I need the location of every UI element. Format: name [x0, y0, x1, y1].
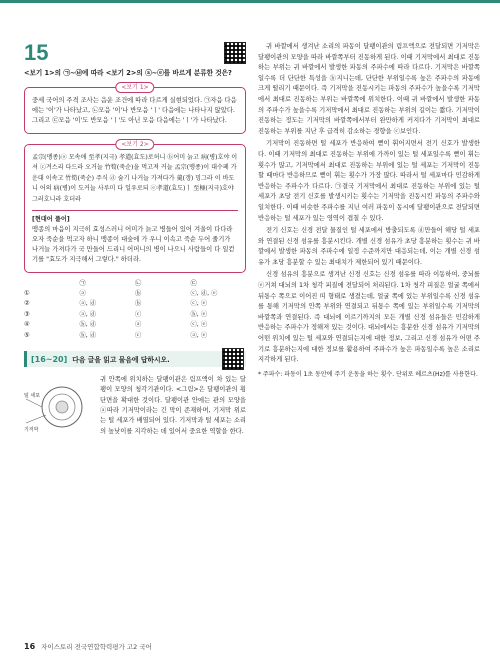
choice-row[interactable]	[24, 289, 246, 299]
basilar-membrane-label: 기저막	[24, 427, 39, 434]
choice-b: ⓒ	[135, 331, 142, 339]
choice-b: ⓒ	[135, 310, 142, 318]
question-prompt: <보기 1>의 ㉠~㉥에 따라 <보기 2>의 ⓐ~ⓔ를 바르게 분류한 것은?	[24, 69, 232, 77]
section-range: [16~20]	[31, 354, 68, 364]
choice-c: ⓑ, ⓔ	[190, 310, 208, 318]
choice-number[interactable]: ③	[24, 310, 30, 318]
choice-b: ⓐ	[135, 321, 142, 329]
passage-left	[24, 375, 246, 437]
section-header	[24, 351, 246, 367]
choice-number[interactable]: ④	[24, 321, 30, 329]
section-instruction: 다음 글을 읽고 물음에 답하시오.	[72, 356, 170, 365]
answer-choices	[24, 279, 246, 341]
choice-number[interactable]: ②	[24, 300, 30, 308]
translation-text: 맹종의 마음이 지극히 효성스러니 어미가 늙고 병들어 있어 겨울이 다다라 오자 죽순을 먹고자 하니 맹종이 대숲에 가 우니 이속고 죽순 두어 줄기가 나거늘 가져다가 국 만들어 드리니 어머니의 병이 나으니 사람들이 다 일컫기를 "효도가 지극해서 그렇다." 하더라.	[32, 225, 235, 264]
example-box-1-text: 중세 국어의 주격 조사는 음운 조건에 따라 다르게 실현되었다. ㉠자음 다음에는 '이'가 나타났고, ㉡모음 '이'나 반모음 'ㅣ' 다음에는 나타나지 않았다. 그리고 ㉢모음 '이'도 반모음 'ㅣ'도 아닌 모음 다음에는 'ㅣ'가 나타났다.	[32, 97, 237, 125]
choice-a: ⓐ, ⓓ	[79, 300, 97, 308]
choice-row[interactable]	[24, 299, 246, 309]
passage-paragraph: 귀 바깥에서 생겨난 소리의 파동이 달팽이관의 림프액으로 전달되면 기저막은 달팽이관의 모양을 따라 바깥쪽부터 진동하게 된다. 이때 기저막에서 최대로 진동하는 부위는 귀 바깥에서 발생한 파동의 주파수에 따라 다르다. 기저막은 바깥쪽일수록 더 단단한 특성을 ⓑ지니는데, 단단한 부위일수록 높은 주파수의 파동에 크게 떨리기 때문이다. 즉 기저막을 진동시키는 파동의 주파수가 높을수록 기저막에서 최대로 진동하는 부위는 바깥쪽에 위치한다. 이때 귀 바깥에서 발생한 파동의 주파수가 높을수록 기저막에서 최대로 진동하는 부위의 길이는 짧다. 기저막이 진동하는 정도는 기저막의 바깥쪽에서부터 완만하게 커지다가 기저막이 최대로 진동하는 부위를 지난 후 급격히 감소하는 경향을 ⓒ보인다.	[258, 43, 480, 135]
choice-number[interactable]: ①	[24, 290, 30, 297]
middle-korean-text: 孟宗(맹종)ⓐ 모속애 至孝(지극) 孝道(효도)로허니 ⓑ어미 늙고 病(병)호야 이셔 ⓒ겨스리 다드라 오거늘 竹筍(죽순)을 먹고져 커늘 孟宗(맹종)이 대수페 가 운대 이속고 竹筍(죽순) 주식 ⓓ 숨기 나거늘 가져다가 羹(갱) 밍그라 이 바도니 어의 病(병)이 도커늘 사루미 다 일우로되 ⓔ孝道(효도)ㅣ 至極(지극)호야 그러호니라 호더라	[32, 153, 238, 203]
footer-text: 자이스토리 전국연합학력평가 고2 국어	[41, 643, 152, 651]
passage-paragraph: 신경 섬유의 흥분으로 생겨난 신경 신호는 신경 섬유를 따라 이동하여, 중뇌를 ⓔ거쳐 대뇌의 1차 청각 피질에 전달되어 처리된다. 1차 청각 피질은 얼굴 쪽에서 뒤통수 쪽으로 이어진 띠 형태로 생겼는데, 얼굴 쪽에 있는 부위일수록 신경 섬유를 통해 기저막의 안쪽 부위와 연결되고 뒤통수 쪽에 있는 부위일수록 기저막의 바깥쪽과 연결된다. 즉 대뇌에 이르기까지의 모든 개별 신경 섬유들은 민감하게 반응하는 주파수가 정해져 있는 것이다. 대뇌에서는 흥분한 신경 섬유가 기저막의 어떤 위치에 있는 털 세포와 연결되는지에 대한 정보, 그리고 신경 섬유가 어떤 주기로 흥분하는지에 대한 정보를 활용하여 주파수가 높은 파동일수록 높은 소리로 지각하게 된다.	[258, 271, 480, 364]
qr-code-icon	[224, 42, 246, 64]
footnote: * 주파수: 파동이 1초 동안에 주기 운동을 하는 횟수. 단위로 헤르츠(Hz)를 사용한다.	[258, 370, 478, 378]
choice-header-a: ㉠	[79, 279, 86, 287]
passage-paragraph: 전기 신호는 신경 전달 물질인 털 세포에서 방출되도록 ⓓ만들어 해당 털 세포와 연결된 신경 섬유를 흥분시킨다. 개별 신경 섬유가 초당 흥분하는 횟수는 귀 바깥에서 발생한 파동의 주파수에 일정 수준까지만 대응되는데, 이는 개별 신경 섬유가 초당 흥분할 수 있는 최대치가 제한되어 있기 때문이다.	[258, 227, 480, 266]
choice-b: ⓑ	[135, 300, 142, 308]
choice-header-blank	[24, 279, 80, 289]
choice-c: ⓐ, ⓔ	[190, 331, 208, 339]
example-box-1	[24, 84, 246, 134]
passage-paragraph: 기저막이 진동하면 털 세포가 반응하여 뻗이 휘어지면서 전기 신호가 발생한다. 이때 기저막의 최대로 진동하는 부위에 가까이 있는 털 세포일수록 뻗이 휘는 횟수가 많고, 기저막에서 최대로 진동하는 부위에 있는 털 세포는 기저막이 진동할 때마다 반응하므로 뻗이 휘는 횟수가 가장 많다. 따라서 털 세포마다 민감하게 반응하는 주파수가 다르다. ㉠결국 기저막에서 최대로 진동하는 부위에 있는 털 세포가 초당 전기 신호를 발생시키는 횟수는 기저막을 진동시킨 파동의 주파수와 일치한다. 이때 비슷한 주파수를 지닌 여러 파동이 동시에 달팽이관으로 전달되면 반응하는 털 세포가 있는 영역이 겹칠 수 있다.	[258, 140, 480, 222]
left-column	[24, 42, 246, 441]
example-box-2	[24, 140, 246, 273]
cochlea-figure	[24, 377, 94, 439]
choice-row[interactable]	[24, 310, 246, 320]
page-number: 16	[24, 642, 36, 651]
top-accent-bar	[0, 0, 500, 3]
right-column	[258, 42, 480, 379]
choice-b: ⓑ	[135, 290, 142, 297]
hair-cell-label: 털 세포	[24, 393, 41, 400]
choice-number[interactable]: ⑤	[24, 331, 30, 339]
example-box-2-title: <보기 2>	[115, 139, 154, 150]
choice-c: ⓒ, ⓔ	[190, 300, 208, 308]
choice-row[interactable]	[24, 320, 246, 330]
choice-header-b: ㉡	[135, 279, 142, 287]
passage-left-text: 귀 안쪽에 위치하는 달팽이관은 림프액이 차 있는 달팽이 모양의 청각기관이다. <그림>은 달팽이관의 횡단면을 확대한 것이다. 달팽이관 안에는 관의 모양을 ⓐ따라 기저막이라는 긴 막이 존재하며, 기저막 위로는 털 세포가 배열되어 있다. 기저막과 털 세포는 소리의 높낮이를 지각하는 데 있어서 중요한 역할을 한다.	[100, 376, 246, 435]
choice-row[interactable]	[24, 331, 246, 341]
example-box-1-title: <보기 1>	[115, 82, 154, 93]
choice-header-row	[24, 279, 246, 289]
choice-c: ⓒ, ⓔ	[190, 321, 208, 329]
page-footer	[24, 642, 152, 651]
qr-code-icon	[222, 348, 244, 370]
choice-header-c: ㉢	[190, 279, 197, 287]
cochlea-diagram-icon	[24, 377, 94, 439]
choice-a: ⓑ, ⓓ	[79, 331, 97, 339]
choice-a: ⓐ	[79, 290, 86, 297]
choice-a: ⓑ, ⓓ	[79, 321, 97, 329]
choice-a: ⓐ, ⓓ	[79, 310, 97, 318]
choice-c: ⓒ, ⓓ, ⓔ	[190, 290, 218, 297]
question-number: 15	[24, 40, 49, 65]
translation-title: [현대어 풀이]	[32, 210, 238, 225]
